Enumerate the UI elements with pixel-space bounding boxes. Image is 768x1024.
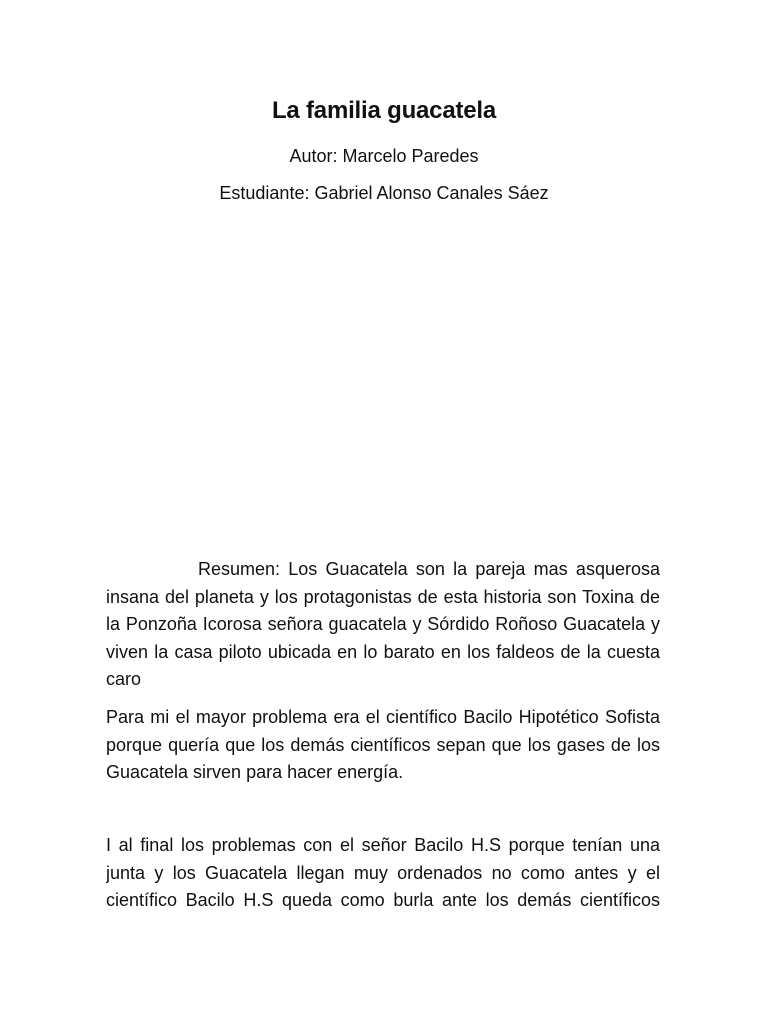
summary-paragraph bbox=[106, 556, 660, 694]
student-line: Estudiante: Gabriel Alonso Canales Sáez bbox=[219, 183, 549, 203]
ending-paragraph-container bbox=[106, 832, 660, 916]
summary-paragraph-text: Resumen: Los Guacatela son la pareja mas asquerosa insana del planeta y los protagonistas de esta historia son Toxina de la Ponzoña Icorosa señora guacatela y Sórdido Roñoso Guacatela y viven la casa piloto ubicada en lo barato en los faldeos de la cuesta caro bbox=[106, 559, 660, 689]
ending-paragraph: I al final los problemas con el señor Bacilo H.S porque tenían una junta y los Guacatela llegan muy ordenados no como antes y el científico Bacilo H.S queda como burla ante los demás científicos bbox=[106, 835, 660, 910]
problem-paragraph: Para mi el mayor problema era el científico Bacilo Hipotético Sofista porque quería que los demás científicos sepan que los gases de los Guacatela sirven para hacer energía. bbox=[106, 707, 660, 782]
document-title: La familia guacatela bbox=[271, 97, 497, 124]
author-line: Autor: Marcelo Paredes bbox=[289, 146, 479, 166]
